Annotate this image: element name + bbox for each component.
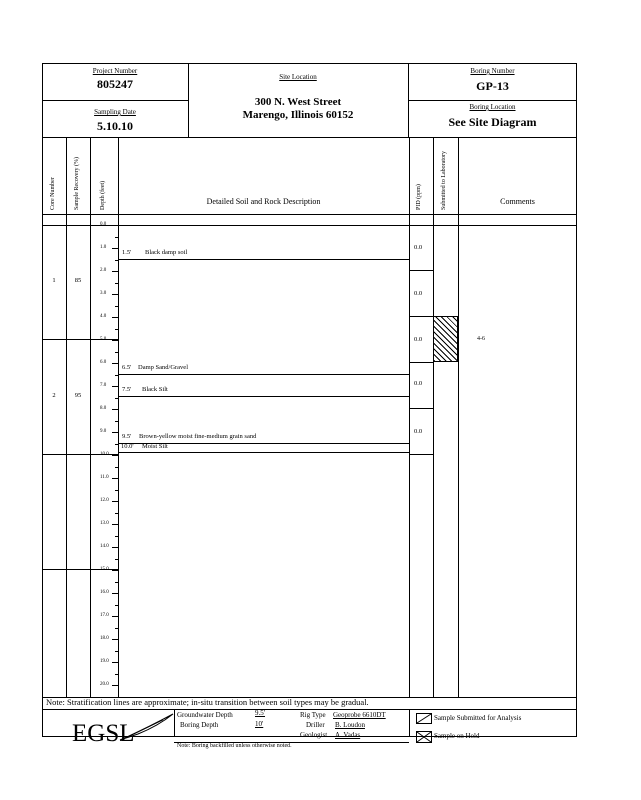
pid-reading-1: 0.0	[414, 244, 423, 251]
driller-label: Driller	[306, 721, 325, 729]
egsl-logo: EGSL	[72, 720, 135, 747]
depth-minor-tick	[115, 605, 118, 606]
depth-tick	[112, 225, 118, 226]
depth-tick	[112, 501, 118, 502]
sampling-date: 5.10.10	[97, 119, 133, 133]
comment-text: 4-6	[477, 336, 485, 342]
sample-hold-hatch	[433, 316, 458, 362]
stratum-depth-1: 1.5'	[122, 249, 132, 256]
depth-label: 11.0	[100, 475, 109, 480]
col-line-desc	[409, 137, 410, 697]
depth-label: 10.0	[100, 452, 109, 457]
core-recovery-2: 95	[74, 392, 82, 399]
header-left-split	[42, 100, 188, 101]
depth-tick	[112, 386, 118, 387]
core-number-2: 2	[52, 392, 56, 399]
depth-minor-tick	[115, 398, 118, 399]
col-line-submitted	[458, 137, 459, 697]
depth-label: 4.0	[100, 314, 107, 319]
footer-divider-left	[174, 709, 175, 737]
depth-tick	[112, 616, 118, 617]
depth-label: 8.0	[100, 406, 107, 411]
stratum-depth-5: 10.0'	[121, 443, 134, 450]
footer-divider-right	[409, 709, 410, 737]
depth-tick	[112, 409, 118, 410]
pid-reading-3: 0.0	[414, 336, 423, 343]
depth-label: 14.0	[100, 544, 109, 549]
col-line-recovery	[90, 137, 91, 697]
stratum-line-2	[118, 374, 409, 375]
stratum-desc-5: Moist Silt	[142, 443, 168, 450]
pid-divider-4	[409, 408, 433, 409]
pid-divider-2	[409, 316, 433, 317]
depth-label: 0.0	[100, 222, 107, 227]
boring-depth-value: 10'	[255, 720, 264, 728]
header-bottom-line	[42, 137, 577, 138]
core-recovery-1: 85	[74, 277, 82, 284]
col-header-description: Detailed Soil and Rock Description	[206, 197, 321, 206]
depth-label: 3.0	[100, 291, 107, 296]
depth-tick	[112, 294, 118, 295]
col-line-pid	[433, 137, 434, 697]
depth-minor-tick	[115, 559, 118, 560]
depth-tick	[112, 662, 118, 663]
depth-minor-tick	[115, 237, 118, 238]
header-right-split	[408, 100, 577, 101]
depth-minor-tick	[115, 674, 118, 675]
driller-value: B. Loudon	[335, 721, 365, 729]
legend-analysis-slash-icon	[416, 713, 432, 724]
col-header-pid: PID (ppm)	[416, 184, 422, 210]
backfill-note: Note: Boring backfilled unless otherwise noted.	[177, 743, 292, 749]
depth-minor-tick	[115, 628, 118, 629]
depth-tick	[112, 547, 118, 548]
geologist-label: Geologist	[300, 731, 328, 739]
depth-minor-tick	[115, 421, 118, 422]
depth-minor-tick	[115, 513, 118, 514]
column-header-rule	[42, 225, 577, 226]
depth-tick	[112, 248, 118, 249]
depth-label: 2.0	[100, 268, 107, 273]
depth-minor-tick	[115, 467, 118, 468]
rig-type-value: Geoprobe 6610DT	[333, 711, 386, 719]
depth-label: 20.0	[100, 682, 109, 687]
stratum-line-1	[118, 259, 409, 260]
col-line-core	[66, 137, 67, 697]
rig-type-label: Rig Type	[300, 711, 326, 719]
depth-label: 15.0	[100, 567, 109, 572]
column-header-bottom	[42, 214, 577, 215]
boring-number: GP-13	[476, 79, 509, 93]
pid-divider-3	[409, 362, 433, 363]
pid-reading-5: 0.0	[414, 428, 423, 435]
depth-tick	[112, 271, 118, 272]
depth-tick	[112, 685, 118, 686]
groundwater-value: 9.5'	[255, 709, 266, 717]
site-location-label: Site Location	[279, 73, 317, 81]
depth-label: 19.0	[100, 659, 109, 664]
depth-label: 17.0	[100, 613, 109, 618]
depth-minor-tick	[115, 283, 118, 284]
depth-tick	[112, 639, 118, 640]
depth-tick	[112, 432, 118, 433]
boring-location-label: Boring Location	[469, 103, 516, 111]
quill-icon	[118, 712, 178, 742]
groundwater-label: Groundwater Depth	[177, 711, 233, 719]
depth-minor-tick	[115, 490, 118, 491]
legend-analysis-label: Sample Submitted for Analysis	[434, 714, 522, 722]
depth-tick	[112, 593, 118, 594]
legend-hold-label: Sample on Hold	[434, 732, 480, 740]
core-number-1: 1	[52, 277, 56, 284]
depth-tick	[112, 478, 118, 479]
depth-tick	[112, 524, 118, 525]
depth-label: 13.0	[100, 521, 109, 526]
col-header-comments: Comments	[500, 197, 535, 206]
legend-hold-cross-icon	[416, 731, 432, 743]
pid-reading-4: 0.0	[414, 380, 423, 387]
depth-minor-tick	[115, 651, 118, 652]
boring-number-label: Boring Number	[470, 67, 515, 75]
depth-tick	[112, 340, 118, 341]
stratum-line-3	[118, 396, 409, 397]
col-header-submitted: Submitted to Laboratory	[441, 151, 447, 210]
col-header-core-number: Core Number	[50, 177, 56, 210]
pid-divider-5	[409, 454, 433, 455]
boring-location: See Site Diagram	[448, 115, 537, 129]
depth-label: 16.0	[100, 590, 109, 595]
site-address-line1: 300 N. West Street	[254, 96, 342, 108]
depth-label: 7.0	[100, 383, 107, 388]
depth-tick	[112, 455, 118, 456]
col-line-depth	[118, 137, 119, 697]
depth-label: 5.0	[100, 337, 107, 342]
col-header-sample-recovery: Sample Recovery (%)	[74, 157, 80, 210]
sampling-date-label: Sampling Date	[94, 108, 136, 116]
pid-reading-2: 0.0	[414, 290, 423, 297]
stratum-depth-4: 9.5'	[122, 433, 132, 440]
depth-minor-tick	[115, 536, 118, 537]
stratum-desc-1: Black damp soil	[145, 249, 188, 256]
depth-label: 12.0	[100, 498, 109, 503]
stratification-note: Note: Stratification lines are approximate; in-situ transition between soil types may be gradual.	[46, 697, 369, 707]
depth-label: 9.0	[100, 429, 107, 434]
site-address-line2: Marengo, Illinois 60152	[242, 109, 354, 121]
geologist-value: A. Vadas	[335, 731, 361, 739]
boring-log-sheet	[42, 63, 577, 737]
depth-tick	[112, 570, 118, 571]
project-number: 805247	[97, 77, 133, 91]
stratum-line-5	[118, 452, 409, 453]
depth-tick	[112, 363, 118, 364]
depth-label: 6.0	[100, 360, 107, 365]
depth-label: 18.0	[100, 636, 109, 641]
project-number-label: Project Number	[92, 67, 138, 75]
depth-minor-tick	[115, 329, 118, 330]
stratum-desc-2: Damp Sand/Gravel	[138, 364, 189, 371]
core-divider-1	[42, 339, 118, 340]
col-header-depth: Depth (feet)	[100, 180, 106, 210]
footer-note-line	[42, 709, 577, 710]
boring-depth-label: Boring Depth	[180, 721, 219, 729]
depth-label: 1.0	[100, 245, 107, 250]
stratum-depth-3: 7.5'	[122, 386, 132, 393]
stratum-desc-4: Brown-yellow moist fine-medium grain sand	[139, 433, 257, 440]
depth-minor-tick	[115, 352, 118, 353]
stratum-depth-2: 6.5'	[122, 364, 132, 371]
depth-minor-tick	[115, 582, 118, 583]
depth-tick	[112, 317, 118, 318]
depth-minor-tick	[115, 306, 118, 307]
stratum-desc-3: Black Silt	[142, 386, 168, 393]
pid-divider-1	[409, 270, 433, 271]
